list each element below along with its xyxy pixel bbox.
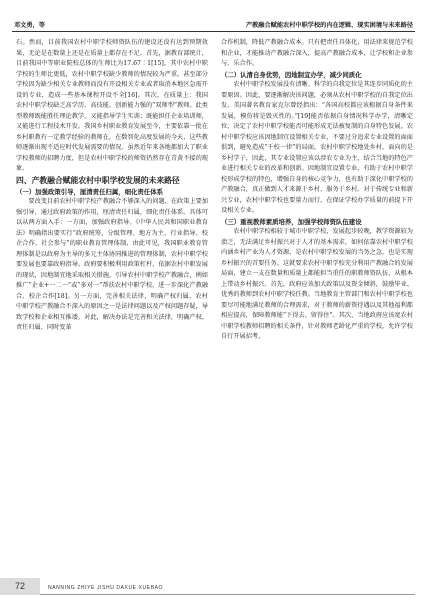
paragraph: 要改变目前农村中职学校产教融合不够深入的问题，在政策上要加强引导，通过政府政策的作用，厘清责任归属，细化责任体系。具体可以从两方面入手：一方面，加强政府指导。《中华人民共和国职业教育法》明确指出要实行“政府统筹、分级管理、地方为主、行业指导、校企合作、社会参与”的职业教育管理体制，由此可见，我国职业教育管理体制是以政府为主导的多元主体协同推进的管理体制，农村中职学校要发展也要靠政府指导。政府要积极利用政策杠杆，依据农村中职发展的现状，因地制宜地采取相关措施，引导农村中职学校产教融合，例如推广“企业+一二一”或“多对一”帮扶农村中职学校，进一步深化产教融合、校企合作[18]。另一方面，完善相关法律，明确产权归属，农村中职学校产教融合不深入的原因之一是法律问题以及产权问题存疑，导致学校和企业相互推诿。对此，解决办法是完善和关法律，明确产权、责任归属，同时变革 xyxy=(16,198,208,331)
right-column xyxy=(221,38,413,343)
paragraph: 石。然而，目前我国农村中职学校师资队伍的建设还没有达到预期效果，无论是在数量上还是在质量上都存在不足。首先，据教育部统计，目前我国中等职业院校总体的生师比为17.67∶1[15]，其中农村中职学校的生师比更低，农村中职学校缺少教师的情况较为严重，甚至部分学校因为缺少相关专业教师而没有开设相关专业或者取消本地区急需开设的专业，造成一些基本课程开设不全[16]。其次，在质量上：我国农村中职学校缺乏高学历、高技能、创新能力强的“双师型”教师。此类型教师既能胜任理论教学，又能指导学生实训；既能担任企业培训师，又能进行工程技术开发。我国乡村职业教育发展至今，主要依靠一批在乡村职教有一定教学经验的教师在，在数智化高度发展的今天，这些教师逐渐出现不适应时代发展需要的情况。虽然近年来各地都加大了职业学校教师的招聘力度，但是农村中职学校的师资仍然存在青黄不接的现象。 xyxy=(16,39,208,172)
page-footer xyxy=(0,577,427,603)
header-running-title: 产教融合赋能农村中职学校的内在逻辑、现实困境与未来路径 xyxy=(245,22,413,29)
subsection-heading-3: （三）重视教师素质培养，加强学校师资队伍建设 xyxy=(221,217,362,226)
left-column xyxy=(16,38,208,334)
header-author: 邓文勇，等 xyxy=(14,22,45,29)
journal-name: NANNING ZHIYE JISHU DAXUE XUEBAO xyxy=(48,585,164,591)
paragraph: 农村中职学校相较于城市中职学校，发展起步较晚，教学资源较为溃乏，无法满足乡村振兴对于人才的基本需求，如何依靠农村中职学校内涵乡村产业为人才资源，是农村中职学校发展的当务之急，也是实现乡村振兴的首要任务。这就要求农村中职学校充分利用产教融合的发展局面，建立一支在数量和质量上都能担当重任的职教师资队伍，从根本上带动乡村振兴。首先，政府应该加大政策以及资金倾斜，鼓励毕业、优秀的教师到农村中职学校任教。当地教育主管部门和农村中职学校也要尽可能地满足教师的合理需求，对于教师的薪资待遇以及其他福利都相应提高，保障教师能“下得去、留得住”。其次，当地政府应该宽农村中职学校教师招聘的相关条件，针对教师老龄化严重的学校，允许学校自行开展招考， xyxy=(221,228,413,340)
paragraph: 农村中职学校发展没有清晰、科学的自我定位是其连步同质化的主要原因。因此，要逐渐解决该问题，必须从农村中职学校的自我定位出发。美国著名教育家克尔曾经指出：“各国高校都应该根据自身条件来发展，模仿将是毁灭性的。”[19]能否依据自身情况科学办学，清晰定位，决定了农村中职学校能否可能形成无法被复制的自身特色发展。农村中职学校应该因地制宜设置相关专业，不要过分追求专业设置的面面俱到，避免造成“千校一律”的局面，农村中职学校地处乡村，面向的是乡村学子，因此，其专业设置应该以涉农专业为主，结合当地的特色产业进行相关专业的改革和创新。因地制宜设置专业，有助于农村中职学校形成学校的特色，增强自身的核心竞争力，也有助于深化中职学校的产教融合，真正做到人才来源于乡村、服务于乡村。对于传统专业和新兴专业，农村中职学校也要量力而行，在保证学校办学质量的前提下开设相关专业。 xyxy=(221,81,413,214)
footer-rule xyxy=(40,594,415,595)
running-header xyxy=(12,17,415,32)
paragraph: 合作机制，降低产教融合成本。只有把责任具体化，用法律来规范学校和企业，才能推动产教融合深入，提高产教融合成本，让学校和企业参与、乐合作。 xyxy=(221,39,413,67)
subsection-heading-2: （二）认清自身优势，因地制宜办学，减少同质化 xyxy=(221,70,362,79)
section-heading-4: 四、产教融合赋能农村中职学校发展的未来路径 xyxy=(16,175,180,185)
subsection-heading-1: （一）加强政策引导，厘清责任归属，细化责任体系 xyxy=(16,187,163,196)
page-number: 72 xyxy=(0,578,40,595)
